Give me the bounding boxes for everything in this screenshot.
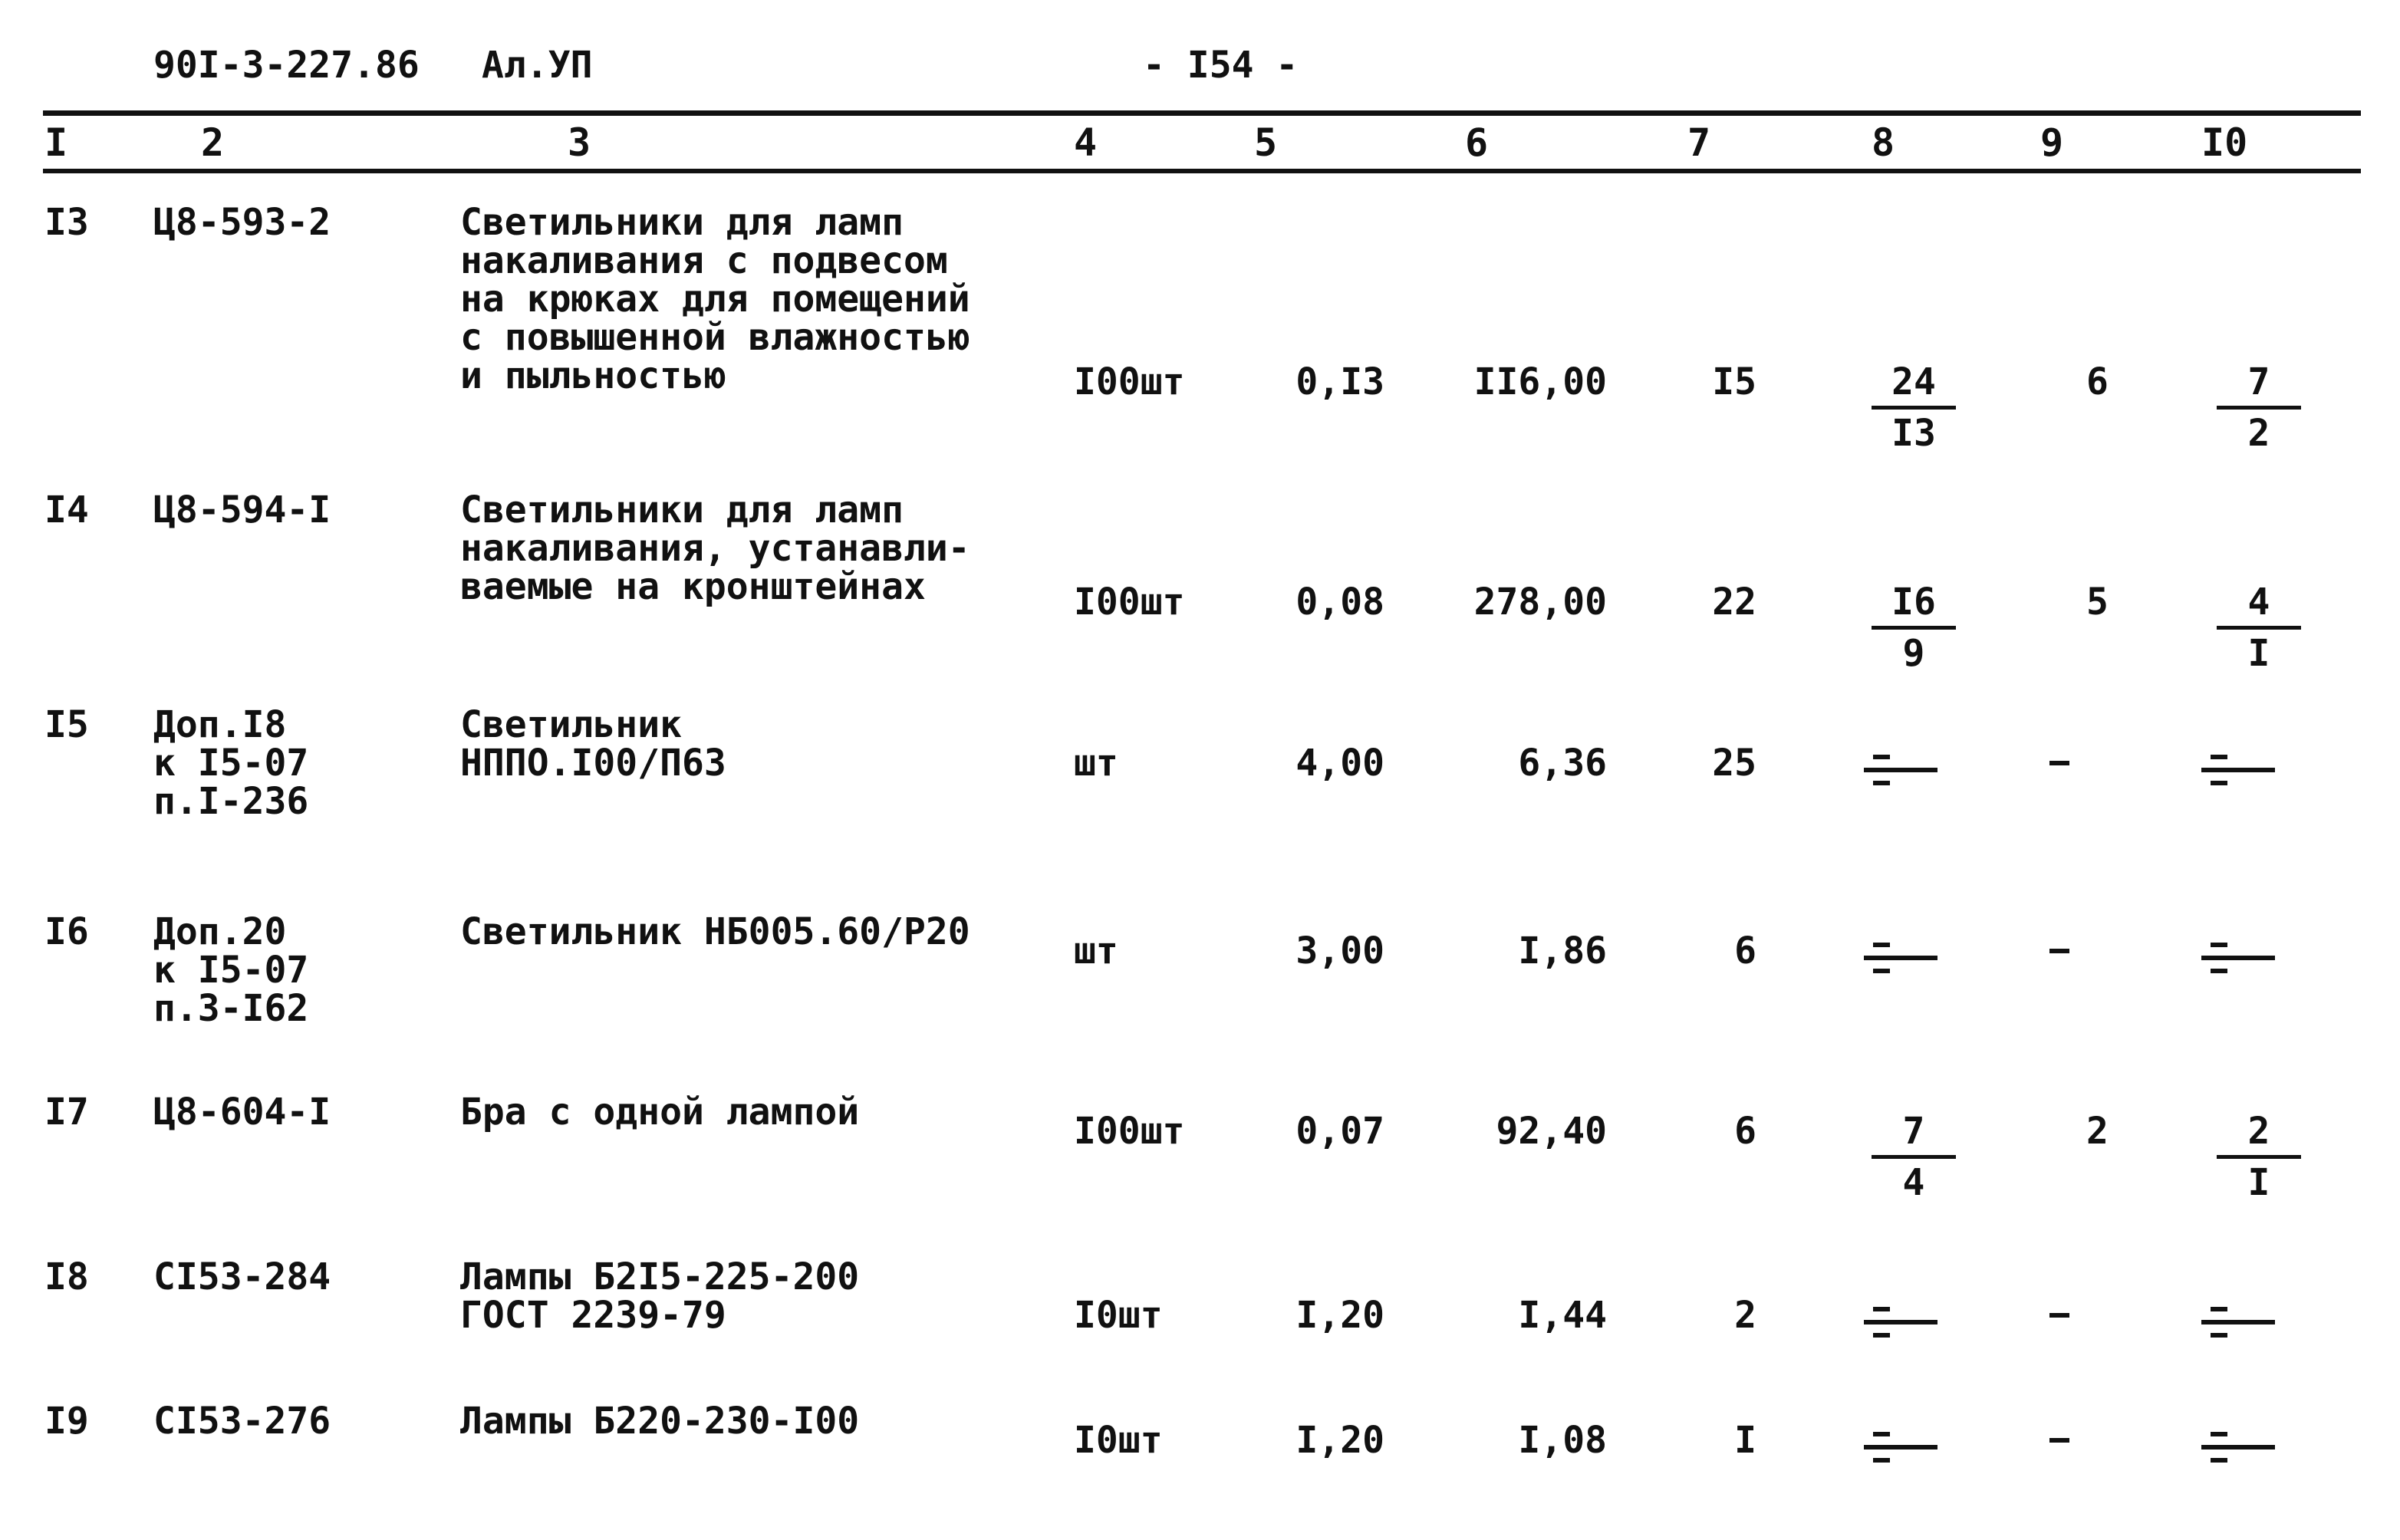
col-7-value: I [1734, 1419, 1756, 1462]
col-10-dash-fraction [2201, 1424, 2278, 1470]
quantity: 4,00 [1295, 742, 1384, 785]
col-8-fraction-bar [1872, 406, 1956, 410]
norm-code: СI53-284 [153, 1255, 331, 1298]
item-description: Бра с одной лампой [460, 1091, 860, 1134]
item-description: Светильники для ламп накаливания с подвесом на крюках для помещений с повышенной влажностью и пыльностью [460, 201, 970, 397]
unit-price: II6,00 [1473, 360, 1607, 403]
item-description: Светильник НБ005.60/Р20 [460, 910, 970, 953]
item-description: Светильники для ламп накаливания, устанавли- ваемые на кронштейнах [460, 489, 970, 608]
unit-price: 278,00 [1473, 581, 1607, 624]
col-10-fraction-denominator: I [2247, 1161, 2270, 1204]
norm-code: Доп.20 к I5-07 п.3-I62 [153, 910, 309, 1030]
col-10-fraction-bar [2217, 1155, 2301, 1159]
col-8-fraction-bar [1872, 626, 1956, 630]
column-number-2: 2 [201, 120, 225, 165]
item-description: Лампы Б220-230-I00 [460, 1400, 860, 1443]
unit: I0шт [1074, 1419, 1163, 1462]
quantity: 0,I3 [1295, 360, 1384, 403]
row-number: I5 [44, 703, 89, 746]
col-8-fraction-bar [1872, 1155, 1956, 1159]
col-7-value: I5 [1712, 360, 1756, 403]
col-8-fraction [1872, 583, 1956, 673]
col-10-fraction-numerator: 7 [2247, 360, 2270, 403]
norm-code: Ц8-593-2 [153, 201, 331, 244]
col-10-fraction-denominator: I [2247, 632, 2270, 675]
col-7-value: 22 [1712, 581, 1756, 624]
col-10-fraction-denominator: 2 [2247, 412, 2270, 455]
norm-code: СI53-276 [153, 1400, 331, 1443]
col-10-fraction-numerator: 2 [2247, 1110, 2270, 1153]
col-9-dash [2049, 1313, 2069, 1318]
item-description: Светильник НППО.I00/П63 [460, 703, 726, 785]
col-8-fraction-denominator: I3 [1891, 412, 1936, 455]
col-7-value: 2 [1734, 1294, 1756, 1337]
unit: I0шт [1074, 1294, 1163, 1337]
row-number: I4 [44, 489, 89, 531]
row-number: I8 [44, 1255, 89, 1298]
unit-price: I,08 [1518, 1419, 1607, 1462]
unit: I00шт [1074, 581, 1185, 624]
col-8-fraction [1872, 1112, 1956, 1202]
col-8-fraction-numerator: I6 [1891, 581, 1936, 624]
col-9-dash [2049, 1438, 2069, 1443]
col-8-fraction-numerator: 24 [1891, 360, 1936, 403]
unit: шт [1074, 742, 1118, 785]
header-rule [43, 169, 2361, 173]
column-number-8: 8 [1872, 120, 1895, 165]
norm-code: Ц8-594-I [153, 489, 331, 531]
col-10-dash-fraction [2201, 935, 2278, 981]
col-8-dash-fraction [1864, 935, 1941, 981]
column-number-9: 9 [2040, 120, 2064, 165]
col-8-dash-fraction [1864, 1424, 1941, 1470]
column-number-3: 3 [568, 120, 591, 165]
quantity: 0,07 [1295, 1110, 1384, 1153]
quantity: 0,08 [1295, 581, 1384, 624]
row-number: I3 [44, 201, 89, 244]
column-number-1: I [44, 120, 68, 165]
col-10-dash-fraction [2201, 747, 2278, 793]
column-number-10: I0 [2201, 120, 2248, 165]
col-9-value: 5 [2086, 581, 2109, 624]
row-number: I6 [44, 910, 89, 953]
row-number: I7 [44, 1091, 89, 1134]
quantity: 3,00 [1295, 930, 1384, 972]
col-10-fraction-numerator: 4 [2247, 581, 2270, 624]
col-10-dash-fraction [2201, 1299, 2278, 1345]
top-rule [43, 110, 2361, 116]
col-10-fraction-bar [2217, 626, 2301, 630]
row-number: I9 [44, 1400, 89, 1443]
page-number: - I54 - [1143, 44, 1299, 87]
unit: шт [1074, 930, 1118, 972]
column-number-7: 7 [1687, 120, 1711, 165]
norm-code: Ц8-604-I [153, 1091, 331, 1134]
col-10-fraction [2217, 360, 2301, 455]
col-10-fraction [2217, 1112, 2301, 1202]
col-8-fraction-denominator: 9 [1902, 632, 1925, 675]
unit-price: 6,36 [1518, 742, 1607, 785]
col-10-fraction-bar [2217, 406, 2301, 410]
col-9-dash [2049, 761, 2069, 765]
column-number-6: 6 [1465, 120, 1489, 165]
unit: I00шт [1074, 1110, 1185, 1153]
col-7-value: 25 [1712, 742, 1756, 785]
col-8-dash-fraction [1864, 747, 1941, 793]
col-8-fraction [1872, 360, 1956, 455]
col-10-fraction [2217, 583, 2301, 673]
album-label: Ал.УП [482, 44, 593, 87]
unit: I00шт [1074, 360, 1185, 403]
doc-code: 90I-3-227.86 [153, 44, 420, 87]
unit-price: I,86 [1518, 930, 1607, 972]
norm-code: Доп.I8 к I5-07 п.I-236 [153, 703, 309, 823]
col-7-value: 6 [1734, 1110, 1756, 1153]
unit-price: I,44 [1518, 1294, 1607, 1337]
item-description: Лампы Б2I5-225-200 ГОСТ 2239-79 [460, 1255, 860, 1337]
column-number-5: 5 [1254, 120, 1278, 165]
col-8-fraction-numerator: 7 [1902, 1110, 1925, 1153]
col-9-dash [2049, 949, 2069, 953]
quantity: I,20 [1295, 1294, 1384, 1337]
unit-price: 92,40 [1496, 1110, 1607, 1153]
col-9-value: 6 [2086, 360, 2109, 403]
quantity: I,20 [1295, 1419, 1384, 1462]
col-7-value: 6 [1734, 930, 1756, 972]
col-8-dash-fraction [1864, 1299, 1941, 1345]
col-8-fraction-denominator: 4 [1902, 1161, 1925, 1204]
col-9-value: 2 [2086, 1110, 2109, 1153]
column-number-4: 4 [1074, 120, 1098, 165]
